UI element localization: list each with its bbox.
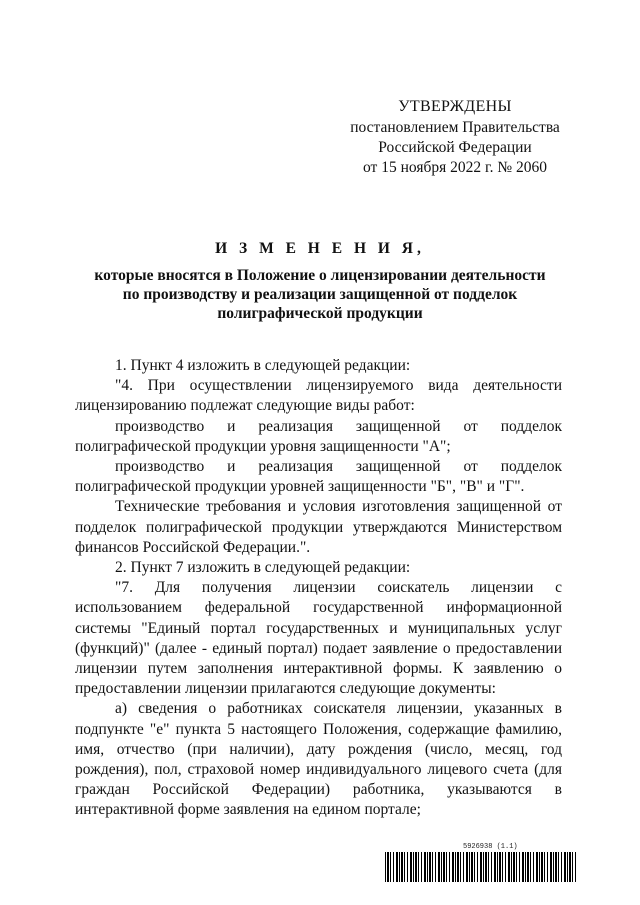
paragraph-2: "4. При осуществлении лицензируемого вида деятельности лицензированию подлежат следующие виды работ:: [75, 377, 562, 415]
subtitle-line-3: полиграфической продукции: [217, 305, 423, 322]
paragraph-5: Технические требования и условия изготовления защищенной от подделок полиграфической продукции утверждаются Министерством финансов Российской Федерации.".: [75, 498, 562, 556]
approval-line-1: постановлением Правительства: [350, 119, 560, 136]
approval-line-3: от 15 ноября 2022 г. № 2060: [363, 159, 547, 176]
paragraph-6: 2. Пункт 7 изложить в следующей редакции:: [115, 559, 411, 577]
approval-block: [330, 97, 580, 178]
barcode-label: 5926938 (1.1): [463, 843, 518, 851]
approval-line-2: Российской Федерации: [378, 139, 532, 156]
document-subtitle: [75, 266, 565, 323]
document-body: [75, 356, 562, 821]
document-title: И З М Е Н Е Н И Я,: [215, 240, 425, 257]
paragraph-4: производство и реализация защищенной от подделок полиграфической продукции уровней защищенности "Б", "В" и "Г".: [75, 458, 562, 496]
barcode-icon: [385, 852, 578, 882]
subtitle-line-1: которые вносятся в Положение о лицензировании деятельности: [94, 267, 546, 284]
paragraph-8: а) сведения о работниках соискателя лицензии, указанных в подпункте "е" пункта 5 настоящего Положения, содержащие фамилию, имя, отчество (при наличии), дату рождения (число, месяц, год рождения), пол, страховой номер индивидуального лицевого счета (для граждан Российской Федерации) работника, указываются в интерактивной форме заявления на едином портале;: [75, 700, 562, 819]
paragraph-7: "7. Для получения лицензии соискатель лицензии с использованием федеральной государственной информационной системы "Единый портал государственных и муниципальных услуг (функций)" (далее - единый портал) подает заявление о предоставлении лицензии путем заполнения интерактивной формы. К заявлению о предоставлении лицензии прилагаются следующие документы:: [75, 579, 562, 698]
subtitle-line-2: по производству и реализации защищенной от подделок: [122, 286, 518, 303]
paragraph-1: 1. Пункт 4 изложить в следующей редакции:: [115, 357, 411, 374]
approval-heading: УТВЕРЖДЕНЫ: [398, 98, 512, 115]
paragraph-3: производство и реализация защищенной от подделок полиграфической продукции уровня защищенности "А";: [75, 417, 562, 455]
barcode-block: [385, 843, 578, 883]
